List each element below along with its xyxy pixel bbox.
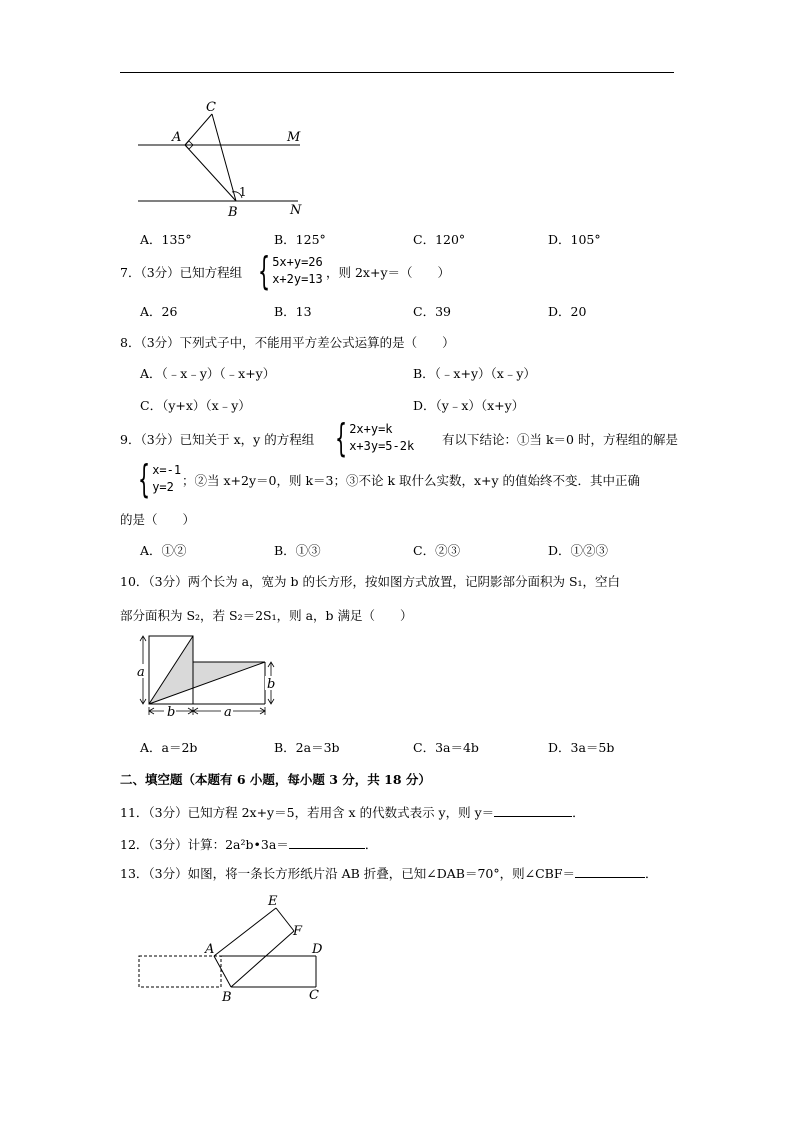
q10-option-b[interactable]: B．2a＝3b (274, 740, 340, 755)
q7-eq1: 5x+y=26 (272, 255, 323, 269)
q13-label-B: B (222, 990, 232, 1005)
q8-stem: 8．（3分）下列式子中，不能用平方差公式运算的是（ ） (120, 335, 455, 350)
q11-line (120, 803, 585, 821)
q12-answer-blank[interactable] (289, 836, 365, 849)
label-A: A (172, 130, 182, 145)
q10-label-a-left: a (137, 665, 145, 680)
section-title-fill-in: 二、填空题（本题有 6 小题，每小题 3 分，共 18 分） (120, 772, 431, 787)
q10-line2: 部分面积为 S₂，若 S₂＝2S₁，则 a，b 满足（ ） (120, 608, 413, 623)
q12-line (120, 835, 377, 853)
q13-answer-blank[interactable] (575, 865, 645, 878)
q9-stem-prefix: 9．（3分）已知关于 x，y 的方程组 (120, 432, 315, 447)
q10-option-c[interactable]: C．3a＝4b (413, 740, 479, 755)
q8-option-c[interactable]: C．（y+x）（x﹣y） (140, 398, 251, 413)
q8-option-d[interactable]: D．（y﹣x）（x+y） (413, 398, 525, 413)
q9-eq2: x+3y=5-2k (349, 439, 415, 453)
q12-end: ． (364, 837, 378, 852)
q13-figure (0, 890, 794, 1010)
q13-label-A: A (205, 942, 215, 957)
q7-stem-prefix: 7．（3分）已知方程组 (120, 265, 243, 280)
q9-option-a[interactable]: A．①② (140, 543, 187, 558)
q6-option-d[interactable]: D．105° (548, 232, 601, 247)
q9-line2: ；②当 x+2y＝0，则 k＝3；③不论 k 取什么实数，x+y 的值始终不变．其中正确 (182, 473, 641, 488)
q6-option-a[interactable]: A．135° (140, 232, 192, 247)
q11-answer-blank[interactable] (494, 804, 572, 817)
q8-option-a[interactable]: A．（﹣x﹣y）（﹣x+y） (140, 366, 276, 381)
q6-option-c[interactable]: C．120° (413, 232, 466, 247)
q7-equation-system (252, 249, 323, 293)
q13-line (120, 864, 658, 882)
q13-label-C: C (309, 988, 319, 1003)
q9-line3: 的是（ ） (120, 512, 196, 527)
label-C: C (206, 100, 216, 115)
q10-line1: 10．（3分）两个长为 a，宽为 b 的长方形，按如图方式放置，记阴影部分面积为 S₁，空白 (120, 574, 621, 589)
q10-option-d[interactable]: D．3a＝5b (548, 740, 615, 755)
q7-option-b[interactable]: B．13 (274, 304, 312, 319)
q7-option-d[interactable]: D．20 (548, 304, 587, 319)
q10-option-a[interactable]: A．a＝2b (140, 740, 198, 755)
q9-eq1: 2x+y=k (349, 422, 393, 436)
q9-option-b[interactable]: B．①③ (274, 543, 321, 558)
q7-option-c[interactable]: C．39 (413, 304, 451, 319)
label-M: M (287, 130, 301, 145)
q9-sol1: x=-1 (152, 463, 182, 477)
q9-option-d[interactable]: D．①②③ (548, 543, 609, 558)
q7-stem-suffix: ，则 2x+y＝（ ） (326, 265, 451, 280)
q9-option-c[interactable]: C．②③ (413, 543, 461, 558)
q13-label-E: E (268, 894, 278, 909)
q9-equation-system (329, 416, 415, 460)
q7-eq2: x+2y=13 (272, 272, 323, 286)
q8-option-b[interactable]: B．（﹣x+y）（x﹣y） (413, 366, 536, 381)
q9-stem-after: 有以下结论：①当 k＝0 时，方程组的解是 (442, 432, 678, 447)
q13-label-F: F (293, 924, 303, 939)
q9-sol2: y=2 (152, 480, 174, 494)
q11-text: 11．（3分）已知方程 2x+y＝5，若用含 x 的代数式表示 y，则 y＝ (120, 805, 495, 820)
q9-brace: { (335, 416, 348, 460)
q12-text: 12．（3分）计算：2a²b•3a＝ (120, 837, 289, 852)
q10-label-b-bottom: b (167, 705, 176, 720)
q7-brace: { (258, 249, 271, 293)
q9-sol-brace: { (138, 457, 151, 501)
q10-label-b-right: b (267, 677, 276, 692)
q13-text: 13．（3分）如图，将一条长方形纸片沿 AB 折叠，已知∠DAB＝70°，则∠CBF＝ (120, 866, 576, 881)
label-1: 1 (239, 185, 247, 199)
q6-option-b[interactable]: B．125° (274, 232, 326, 247)
q7-option-a[interactable]: A．26 (140, 304, 178, 319)
q11-end: ． (572, 805, 585, 820)
q9-solution-system (132, 457, 182, 501)
q10-label-a-bottom: a (224, 705, 232, 720)
label-N: N (290, 203, 302, 218)
q13-end: ． (645, 866, 658, 881)
q13-label-D: D (312, 942, 323, 957)
q6-figure (0, 0, 794, 230)
q10-figure (0, 630, 794, 730)
label-B: B (228, 205, 238, 220)
